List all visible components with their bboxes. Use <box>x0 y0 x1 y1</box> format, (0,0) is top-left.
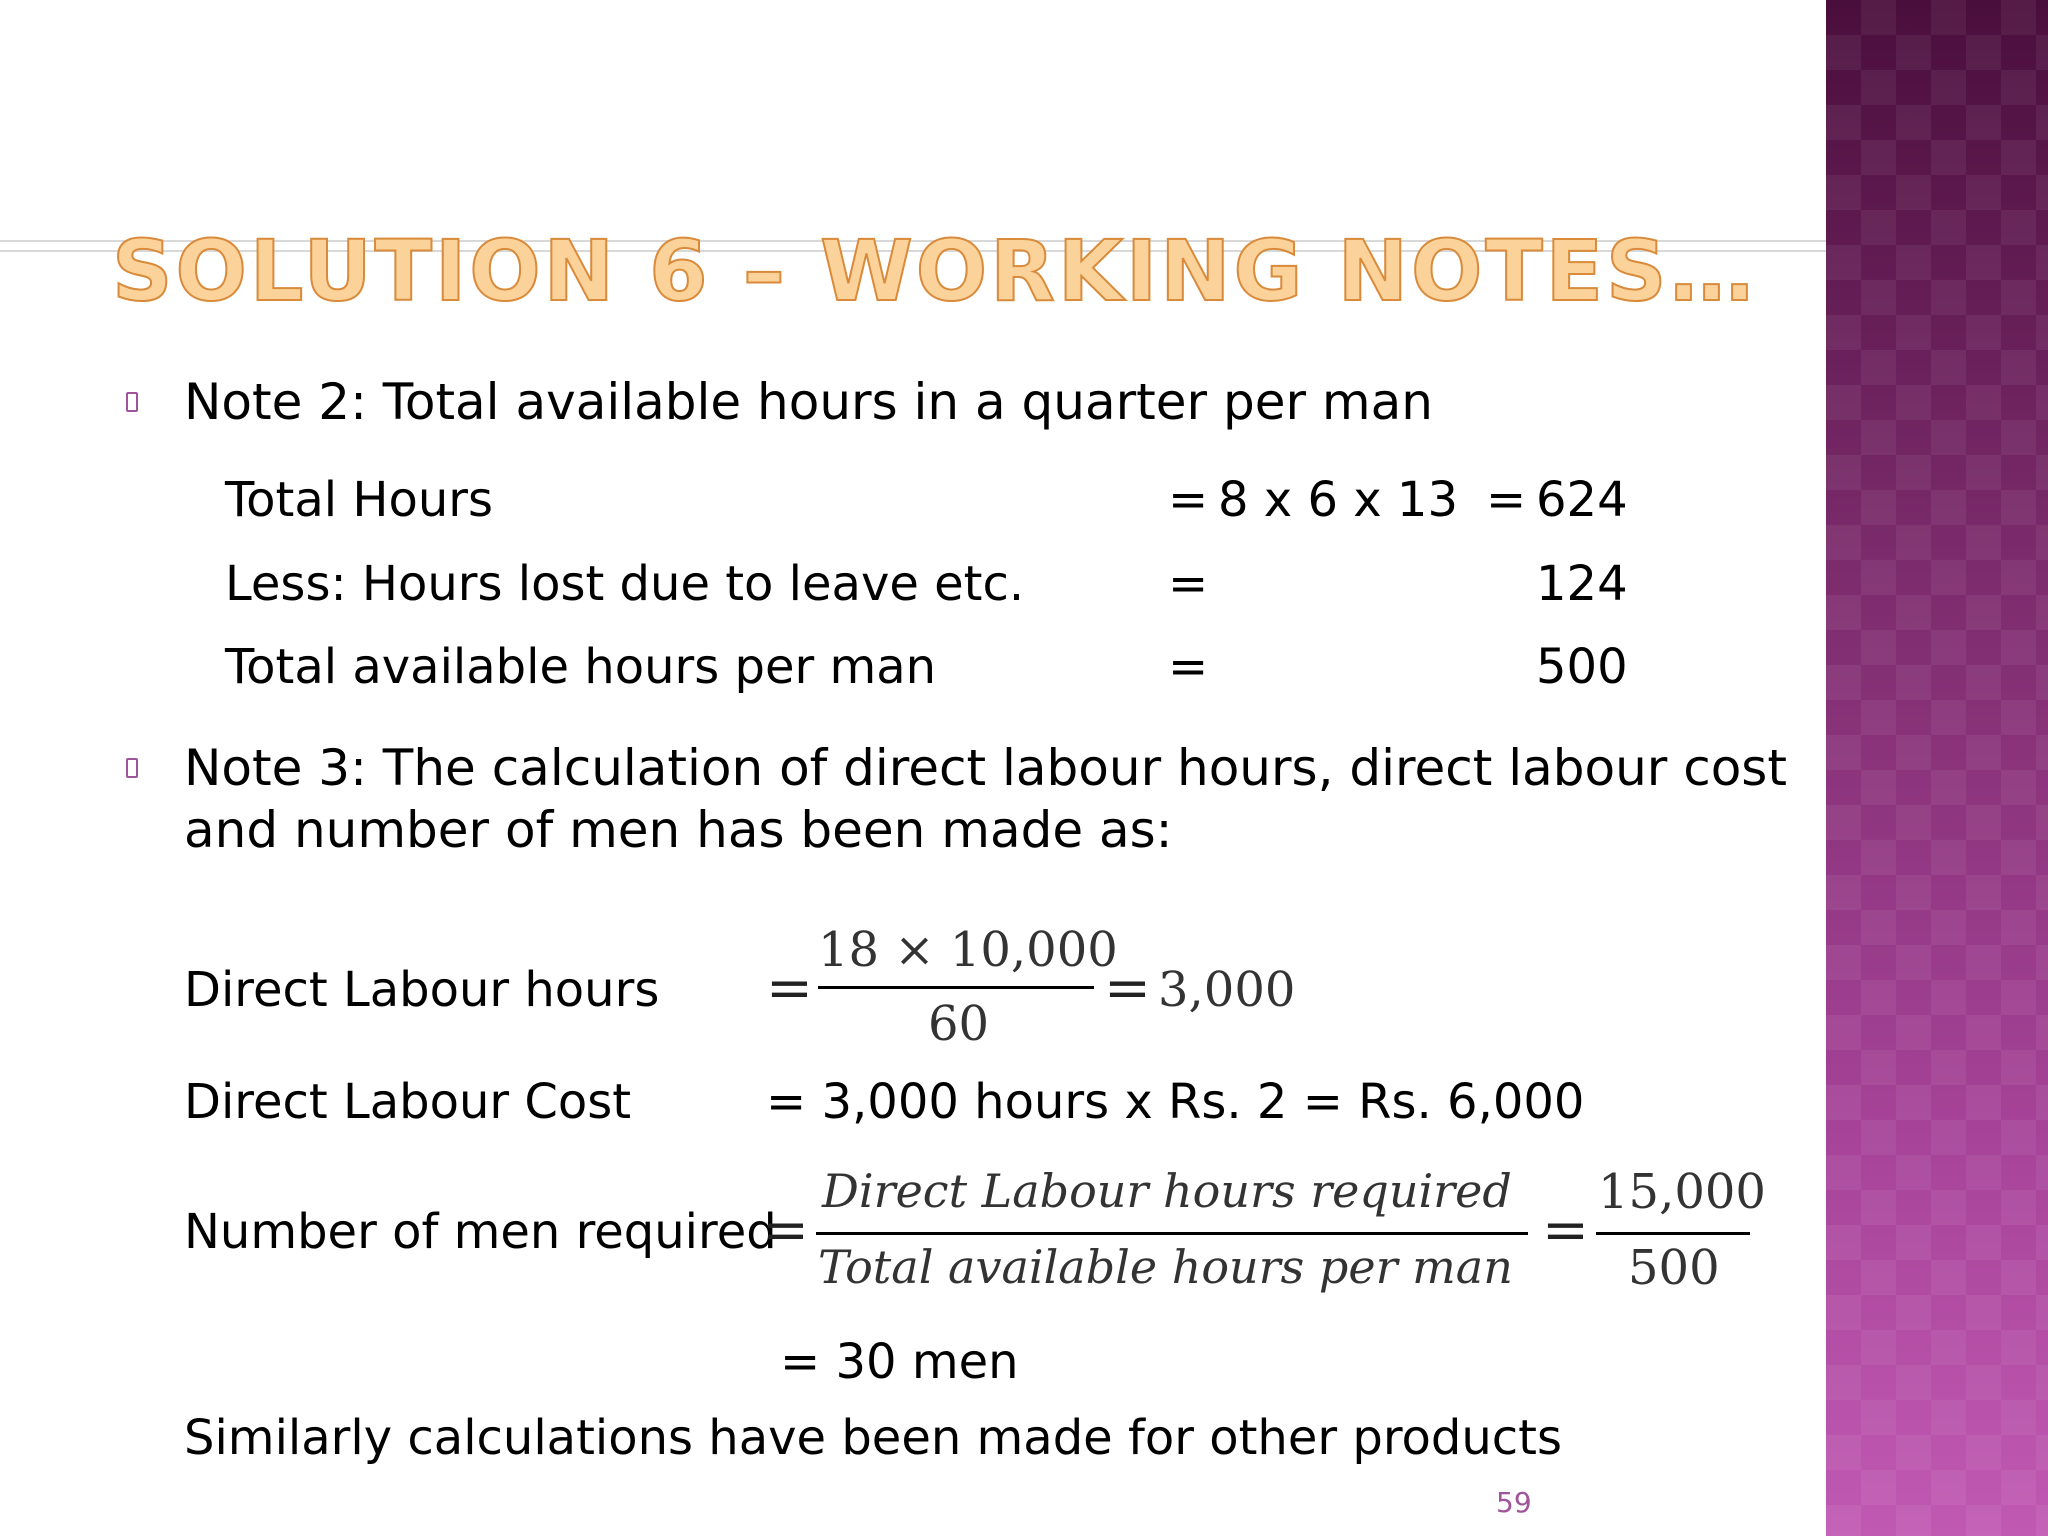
men-fraction-bar2 <box>1596 1232 1750 1235</box>
dlh-result: 3,000 <box>1158 962 1296 1018</box>
men-numerator2: 15,000 <box>1598 1164 1766 1220</box>
decorative-sidebar <box>1826 0 2048 1536</box>
row-hours-lost-eq: = <box>1168 556 1209 612</box>
row-available-label: Total available hours per man <box>225 639 937 695</box>
note3-heading-line1: Note 3: The calculation of direct labour hours, direct labour cost <box>184 739 1787 797</box>
dlh-denominator: 60 <box>928 996 990 1052</box>
footer-note: Similarly calculations have been made for other products <box>184 1410 1562 1466</box>
note2-heading: Note 2: Total available hours in a quarter per man <box>184 373 1433 431</box>
men-eq2: = <box>1542 1198 1589 1263</box>
dlh-eq2: = <box>1104 956 1151 1021</box>
row-hours-lost-label: Less: Hours lost due to leave etc. <box>225 556 1025 612</box>
row-total-hours-value: 624 <box>1536 472 1628 528</box>
dlh-eq: = <box>766 956 813 1021</box>
men-denominator2: 500 <box>1628 1240 1720 1296</box>
men-result: = 30 men <box>780 1334 1019 1390</box>
page-number: 59 <box>1496 1486 1532 1519</box>
note3-heading-line2: and number of men has been made as: <box>184 801 1173 859</box>
dlh-numerator: 18 × 10,000 <box>818 922 1118 978</box>
dlc-label: Direct Labour Cost <box>184 1074 632 1130</box>
men-label: Number of men required <box>184 1204 777 1260</box>
men-fraction-bar <box>816 1232 1528 1235</box>
dlh-label: Direct Labour hours <box>184 962 660 1018</box>
row-available-value: 500 <box>1536 639 1628 695</box>
row-total-hours-label: Total Hours <box>225 472 493 528</box>
row-total-hours-eq: = <box>1168 472 1209 528</box>
row-total-hours-eq2: = <box>1486 472 1527 528</box>
men-numerator: Direct Labour hours required <box>822 1164 1512 1218</box>
row-available-eq: = <box>1168 639 1209 695</box>
sidebar-pattern <box>1826 0 2048 1536</box>
bullet-icon <box>126 392 138 412</box>
dlh-fraction-bar <box>818 986 1094 989</box>
slide-title: SOLUTION 6 – WORKING NOTES… <box>112 222 1757 320</box>
row-hours-lost-value: 124 <box>1536 556 1628 612</box>
bullet-icon <box>126 758 138 778</box>
dlc-expr: = 3,000 hours x Rs. 2 = Rs. 6,000 <box>766 1074 1585 1130</box>
men-denominator: Total available hours per man <box>818 1240 1513 1294</box>
row-total-hours-expr: 8 x 6 x 13 <box>1218 472 1458 528</box>
men-eq: = <box>762 1198 809 1263</box>
